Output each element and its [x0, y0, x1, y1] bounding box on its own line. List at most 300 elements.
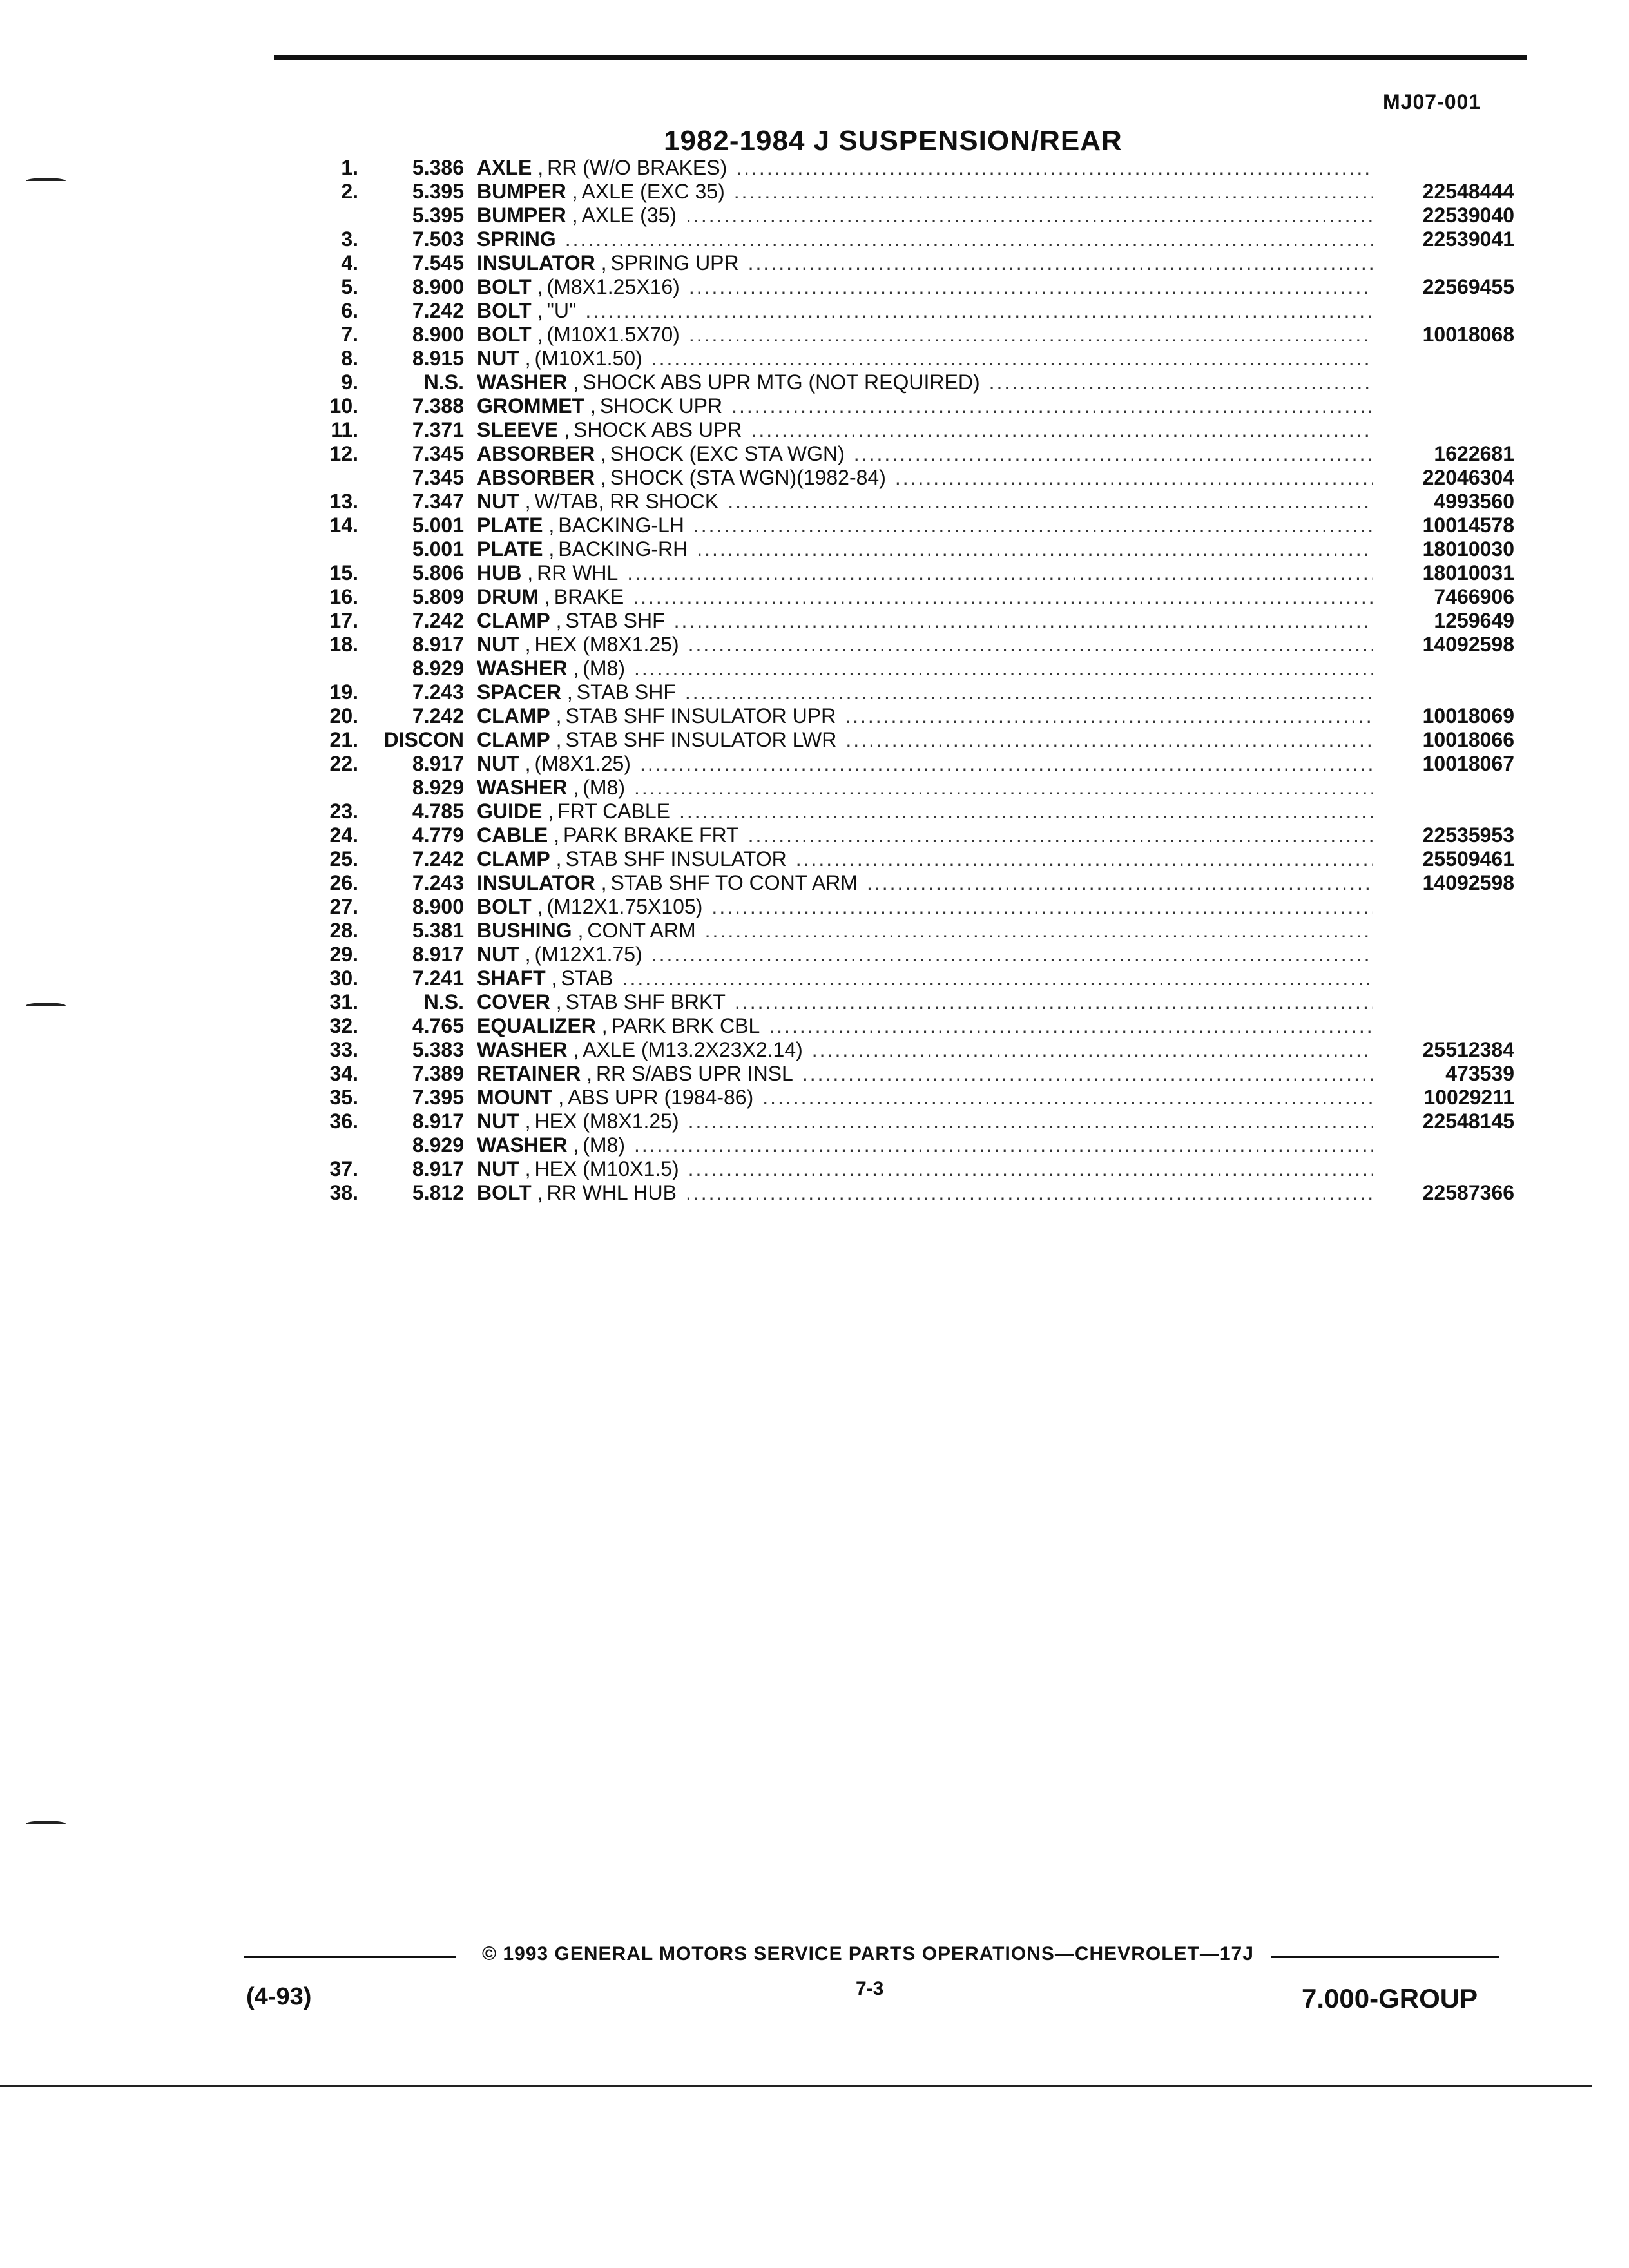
dot-leader	[688, 633, 1373, 657]
dot-leader	[689, 275, 1373, 299]
part-description	[477, 323, 1373, 347]
separator: ,	[543, 537, 555, 561]
part-description	[477, 871, 1373, 895]
part-name: WASHER	[477, 1038, 568, 1061]
part-description	[477, 823, 1373, 847]
separator: ,	[548, 823, 559, 847]
part-name: PLATE	[477, 514, 543, 537]
part-row	[0, 466, 1629, 490]
item-number: 28.	[329, 919, 358, 942]
part-name: WASHER	[477, 370, 568, 394]
part-description	[477, 418, 1373, 442]
part-description	[477, 966, 1373, 990]
part-detail: (M8)	[583, 776, 625, 799]
illustration-ref: 8.917	[412, 752, 464, 775]
binder-hole-mark	[26, 1821, 66, 1827]
part-number: 22548444	[1422, 180, 1514, 203]
part-number: 25509461	[1422, 847, 1514, 870]
part-row	[0, 370, 1629, 394]
part-number: 10018066	[1422, 728, 1514, 751]
part-description	[477, 1157, 1373, 1181]
illustration-ref: 8.917	[412, 1157, 464, 1180]
part-detail: STAB SHF INSULATOR UPR	[565, 704, 836, 727]
item-number: 12.	[329, 442, 358, 465]
illustration-ref: 7.345	[412, 466, 464, 489]
part-detail: PARK BRAKE FRT	[563, 823, 739, 847]
dot-leader	[845, 728, 1373, 752]
dot-leader	[693, 514, 1373, 537]
part-row	[0, 609, 1629, 633]
part-row	[0, 704, 1629, 728]
illustration-ref: 8.929	[412, 776, 464, 799]
item-number: 9.	[341, 370, 358, 394]
item-number: 24.	[329, 823, 358, 847]
part-description	[477, 490, 1373, 514]
item-number: 14.	[329, 514, 358, 537]
copyright-notice: © 1993 GENERAL MOTORS SERVICE PARTS OPERATIONS—CHEVROLET—17J	[482, 1943, 1254, 1965]
separator: ,	[519, 633, 531, 656]
part-name: BUSHING	[477, 919, 572, 942]
part-detail: STAB SHF	[576, 680, 676, 704]
part-name: NUT	[477, 633, 519, 656]
part-row	[0, 1038, 1629, 1062]
illustration-ref: 5.395	[412, 204, 464, 227]
part-detail: PARK BRK CBL	[611, 1014, 760, 1037]
item-number: 1.	[341, 156, 358, 179]
item-number: 32.	[329, 1014, 358, 1037]
item-number: 3.	[341, 227, 358, 251]
dot-leader	[634, 776, 1373, 800]
dot-leader	[748, 251, 1373, 275]
part-name: WASHER	[477, 776, 568, 799]
part-name: DRUM	[477, 585, 539, 608]
part-name: CABLE	[477, 823, 548, 847]
part-name: AXLE	[477, 156, 532, 179]
part-detail: W/TAB, RR SHOCK	[534, 490, 719, 513]
illustration-ref: 7.503	[412, 227, 464, 251]
part-description	[477, 442, 1373, 466]
part-description	[477, 156, 1373, 180]
separator: ,	[519, 490, 531, 513]
dot-leader	[688, 1157, 1373, 1181]
item-number: 35.	[329, 1086, 358, 1109]
separator: ,	[550, 847, 562, 870]
part-description	[477, 776, 1373, 800]
dot-leader	[697, 537, 1373, 561]
illustration-ref: 5.001	[412, 514, 464, 537]
separator: ,	[531, 895, 543, 918]
separator: ,	[550, 609, 562, 632]
item-number: 17.	[329, 609, 358, 632]
item-number: 11.	[331, 418, 358, 441]
item-number: 4.	[341, 251, 358, 274]
item-number: 20.	[329, 704, 358, 727]
dot-leader	[674, 609, 1373, 633]
part-row	[0, 919, 1629, 943]
part-row	[0, 1062, 1629, 1086]
footer-rule-left	[244, 1956, 456, 1958]
dot-leader	[565, 227, 1373, 251]
dot-leader	[731, 394, 1373, 418]
part-name: BUMPER	[477, 180, 566, 203]
part-description	[477, 204, 1373, 227]
part-detail: STAB SHF INSULATOR	[565, 847, 787, 870]
separator: ,	[581, 1062, 592, 1085]
illustration-ref: 7.395	[412, 1086, 464, 1109]
part-number: 10018068	[1422, 323, 1514, 346]
part-number: 10029211	[1423, 1086, 1514, 1109]
part-number: 4993560	[1434, 490, 1514, 513]
separator: ,	[532, 156, 544, 179]
item-number: 30.	[329, 966, 358, 990]
part-detail: STAB SHF TO CONT ARM	[610, 871, 858, 894]
part-name: WASHER	[477, 657, 568, 680]
dot-leader	[634, 657, 1373, 680]
part-description	[477, 847, 1373, 871]
part-description	[477, 299, 1373, 323]
part-detail: CONT ARM	[587, 919, 696, 942]
part-detail: (M8X1.25X16)	[546, 275, 680, 298]
part-name: BOLT	[477, 275, 532, 298]
part-detail: BACKING-LH	[558, 514, 684, 537]
part-description	[477, 466, 1373, 490]
part-detail: BACKING-RH	[558, 537, 688, 561]
part-row	[0, 204, 1629, 227]
part-row	[0, 180, 1629, 204]
part-description	[477, 180, 1373, 204]
part-detail: (M8)	[583, 1133, 625, 1157]
illustration-ref: 5.383	[412, 1038, 464, 1061]
separator: ,	[567, 776, 579, 799]
item-number: 15.	[329, 561, 358, 584]
illustration-ref: N.S.	[423, 370, 464, 394]
illustration-ref: 5.395	[412, 180, 464, 203]
separator: ,	[595, 442, 606, 465]
dot-leader	[634, 1133, 1373, 1157]
part-number: 18010030	[1422, 537, 1514, 561]
dot-leader	[651, 943, 1373, 966]
part-detail: BRAKE	[554, 585, 624, 608]
item-number: 5.	[341, 275, 358, 298]
part-row	[0, 728, 1629, 752]
dot-leader	[802, 1062, 1373, 1086]
part-name: SPACER	[477, 680, 561, 704]
item-number: 36.	[329, 1110, 358, 1133]
separator: ,	[531, 1181, 543, 1204]
part-row	[0, 227, 1629, 251]
part-description	[477, 943, 1373, 966]
part-row	[0, 943, 1629, 966]
part-description	[477, 1014, 1373, 1038]
dot-leader	[736, 156, 1373, 180]
item-number: 6.	[341, 299, 358, 322]
separator: ,	[567, 370, 579, 394]
dot-leader	[640, 752, 1373, 776]
item-number: 25.	[329, 847, 358, 870]
item-number: 13.	[329, 490, 358, 513]
part-detail: "U"	[546, 299, 577, 322]
dot-leader	[895, 466, 1373, 490]
illustration-ref: DISCON	[383, 728, 464, 751]
separator: ,	[558, 418, 570, 441]
footer-rule-right	[1271, 1956, 1499, 1958]
item-number: 33.	[329, 1038, 358, 1061]
separator: ,	[595, 1014, 608, 1037]
separator: ,	[567, 1133, 579, 1157]
part-row	[0, 1157, 1629, 1181]
catalog-code: MJ07-001	[1383, 90, 1481, 113]
part-row	[0, 156, 1629, 180]
illustration-ref: 8.917	[412, 1110, 464, 1133]
dot-leader	[728, 490, 1373, 514]
illustration-ref: 7.347	[412, 490, 464, 513]
part-row	[0, 752, 1629, 776]
illustration-ref: 7.242	[412, 847, 464, 870]
illustration-ref: 8.917	[412, 943, 464, 966]
parts-list	[0, 156, 1629, 1205]
part-row	[0, 966, 1629, 990]
part-description	[477, 514, 1373, 537]
part-description	[477, 275, 1373, 299]
separator: ,	[531, 323, 543, 346]
dot-leader	[679, 800, 1373, 823]
part-row	[0, 537, 1629, 561]
part-row	[0, 1014, 1629, 1038]
part-row	[0, 871, 1629, 895]
part-description	[477, 370, 1373, 394]
part-description	[477, 633, 1373, 657]
scan-edge-rule	[0, 2085, 1592, 2087]
part-description	[477, 609, 1373, 633]
part-detail: (M8)	[583, 657, 625, 680]
part-description	[477, 1181, 1373, 1205]
part-row	[0, 585, 1629, 609]
item-number: 8.	[341, 347, 358, 370]
part-row	[0, 251, 1629, 275]
dot-leader	[845, 704, 1373, 728]
dot-leader	[762, 1086, 1373, 1110]
dot-leader	[689, 323, 1373, 347]
part-description	[477, 394, 1373, 418]
group-number: 7.000-GROUP	[1302, 1983, 1478, 2013]
item-number: 34.	[329, 1062, 358, 1085]
part-name: CLAMP	[477, 728, 550, 751]
part-detail: SHOCK UPR	[599, 394, 723, 418]
part-name: INSULATOR	[477, 251, 595, 274]
part-detail: RR WHL	[537, 561, 619, 584]
part-row	[0, 680, 1629, 704]
separator: ,	[550, 990, 562, 1014]
part-name: ABSORBER	[477, 466, 595, 489]
item-number: 7.	[341, 323, 358, 346]
part-name: CLAMP	[477, 609, 550, 632]
part-number: 22046304	[1422, 466, 1514, 489]
separator: ,	[545, 966, 557, 990]
separator: ,	[584, 394, 596, 418]
part-row	[0, 323, 1629, 347]
separator: ,	[595, 466, 606, 489]
page-number: 7-3	[856, 1978, 884, 1999]
illustration-ref: 4.785	[412, 800, 464, 823]
part-detail: SHOCK ABS UPR	[574, 418, 742, 441]
part-name: BOLT	[477, 895, 532, 918]
separator: ,	[595, 251, 607, 274]
part-description	[477, 728, 1373, 752]
separator: ,	[519, 752, 531, 775]
part-detail: SPRING UPR	[610, 251, 739, 274]
dot-leader	[854, 442, 1373, 466]
part-number: 7466906	[1434, 585, 1514, 608]
part-detail: AXLE (35)	[581, 204, 677, 227]
part-row	[0, 823, 1629, 847]
part-name: NUT	[477, 1110, 519, 1133]
item-number: 26.	[329, 871, 358, 894]
part-row	[0, 990, 1629, 1014]
part-name: BOLT	[477, 323, 532, 346]
part-name: SLEEVE	[477, 418, 559, 441]
part-name: INSULATOR	[477, 871, 595, 894]
part-name: BOLT	[477, 1181, 532, 1204]
item-number: 2.	[341, 180, 358, 203]
dot-leader	[751, 418, 1373, 442]
item-number: 23.	[329, 800, 358, 823]
separator: ,	[595, 871, 607, 894]
illustration-ref: 5.001	[412, 537, 464, 561]
illustration-ref: 7.241	[412, 966, 464, 990]
part-number: 22539041	[1422, 227, 1514, 251]
dot-leader	[812, 1038, 1373, 1062]
part-row	[0, 275, 1629, 299]
part-number: 18010031	[1422, 561, 1514, 584]
dot-leader	[748, 823, 1373, 847]
part-row	[0, 847, 1629, 871]
part-detail: RR S/ABS UPR INSL	[595, 1062, 793, 1085]
dot-leader	[686, 204, 1373, 227]
illustration-ref: 8.900	[412, 895, 464, 918]
illustration-ref: 7.243	[412, 871, 464, 894]
part-number: 10018069	[1422, 704, 1514, 727]
separator: ,	[519, 1110, 531, 1133]
part-description	[477, 537, 1373, 561]
part-detail: (M10X1.50)	[534, 347, 642, 370]
part-name: BUMPER	[477, 204, 566, 227]
part-name: GUIDE	[477, 800, 543, 823]
illustration-ref: 7.242	[412, 299, 464, 322]
illustration-ref: 7.243	[412, 680, 464, 704]
dot-leader	[633, 585, 1373, 609]
part-number: 1622681	[1434, 442, 1514, 465]
separator: ,	[550, 728, 562, 751]
part-description	[477, 347, 1373, 370]
part-row	[0, 1110, 1629, 1133]
part-description	[477, 919, 1373, 943]
part-description	[477, 1062, 1373, 1086]
part-number: 22539040	[1422, 204, 1514, 227]
separator: ,	[566, 204, 578, 227]
part-name: PLATE	[477, 537, 543, 561]
part-description	[477, 1110, 1373, 1133]
part-description	[477, 895, 1373, 919]
part-name: RETAINER	[477, 1062, 581, 1085]
part-detail: FRT CABLE	[557, 800, 670, 823]
part-description	[477, 227, 1373, 251]
part-name: BOLT	[477, 299, 532, 322]
illustration-ref: 8.929	[412, 1133, 464, 1157]
part-row	[0, 442, 1629, 466]
part-description	[477, 680, 1373, 704]
part-description	[477, 704, 1373, 728]
part-detail: (M12X1.75)	[534, 943, 642, 966]
part-name: WASHER	[477, 1133, 568, 1157]
dot-leader	[685, 680, 1373, 704]
illustration-ref: 5.812	[412, 1181, 464, 1204]
part-row	[0, 561, 1629, 585]
part-name: NUT	[477, 943, 519, 966]
part-detail: (M8X1.25)	[534, 752, 631, 775]
part-detail: SHOCK (STA WGN)(1982-84)	[610, 466, 886, 489]
dot-leader	[686, 1181, 1373, 1205]
part-description	[477, 1133, 1373, 1157]
dot-leader	[622, 966, 1373, 990]
item-number: 18.	[329, 633, 358, 656]
dot-leader	[688, 1110, 1373, 1133]
part-number: 14092598	[1422, 633, 1514, 656]
part-detail: (M10X1.5X70)	[546, 323, 680, 346]
part-name: COVER	[477, 990, 550, 1014]
separator: ,	[552, 1086, 564, 1109]
part-detail: STAB SHF BRKT	[565, 990, 726, 1014]
separator: ,	[567, 1038, 579, 1061]
part-row	[0, 418, 1629, 442]
part-name: NUT	[477, 1157, 519, 1180]
part-row	[0, 1086, 1629, 1110]
part-detail: AXLE (M13.2X23X2.14)	[583, 1038, 803, 1061]
illustration-ref: N.S.	[423, 990, 464, 1014]
illustration-ref: 8.900	[412, 323, 464, 346]
part-number: 10014578	[1422, 514, 1514, 537]
item-number: 37.	[329, 1157, 358, 1180]
part-row	[0, 800, 1629, 823]
part-detail: SHOCK (EXC STA WGN)	[610, 442, 845, 465]
part-row	[0, 490, 1629, 514]
part-number: 473539	[1445, 1062, 1514, 1085]
part-name: ABSORBER	[477, 442, 595, 465]
dot-leader	[989, 370, 1373, 394]
part-detail: STAB SHF INSULATOR LWR	[565, 728, 837, 751]
part-name: SHAFT	[477, 966, 546, 990]
dot-leader	[711, 895, 1373, 919]
part-name: NUT	[477, 347, 519, 370]
part-row	[0, 394, 1629, 418]
separator: ,	[567, 657, 579, 680]
part-detail: ABS UPR (1984-86)	[568, 1086, 754, 1109]
part-description	[477, 561, 1373, 585]
part-name: EQUALIZER	[477, 1014, 596, 1037]
part-row	[0, 657, 1629, 680]
part-row	[0, 776, 1629, 800]
dot-leader	[867, 871, 1373, 895]
separator: ,	[521, 561, 534, 584]
part-detail: (M12X1.75X105)	[546, 895, 703, 918]
part-row	[0, 1133, 1629, 1157]
item-number: 27.	[329, 895, 358, 918]
item-number: 38.	[329, 1181, 358, 1204]
separator: ,	[531, 275, 543, 298]
part-name: NUT	[477, 490, 519, 513]
illustration-ref: 7.545	[412, 251, 464, 274]
part-detail: RR (W/O BRAKES)	[547, 156, 728, 179]
part-number: 22548145	[1422, 1110, 1514, 1133]
